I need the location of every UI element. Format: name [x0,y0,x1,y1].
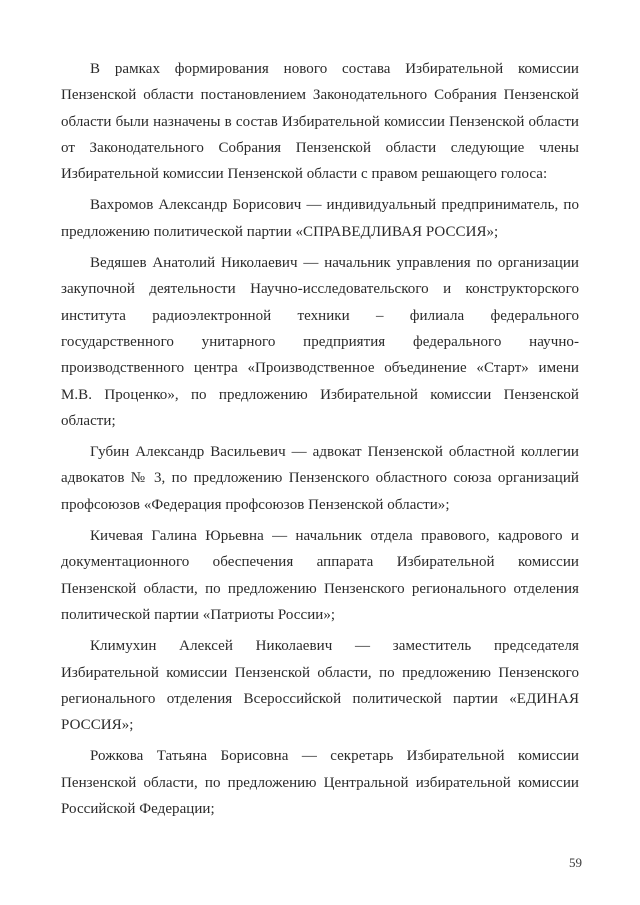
member-paragraph-kichevaya: Кичевая Галина Юрьевна — начальник отдела правового, кадрового и документационного обеспечения аппарата Избирательной комиссии Пензенской области, по предложению Пензенского регионального отделения политической партии «Патриоты России»; [61,528,579,623]
member-paragraph-klimukhin: Климухин Алексей Николаевич — заместитель председателя Избирательной комиссии Пензенской области, по предложению Пензенского регионального отделения Всероссийской политической партии «ЕДИНАЯ РОССИЯ»; [61,638,579,734]
member-paragraph-vakhromov: Вахромов Александр Борисович — индивидуальный предприниматель, по предложению политической партии «СПРАВЕДЛИВАЯ РОССИЯ»; [61,197,579,240]
member-paragraph-vedyashev: Ведяшев Анатолий Николаевич — начальник управления по организации закупочной деятельности Научно-исследовательского и конструкторского института радиоэлектронной техники – филиала федерального государственного унитарного предприятия федерального научно-производственного центра «Производственное объединение «Старт» имени М.В. Проценко», по предложению Избирательной комиссии Пензенской области; [61,255,579,429]
intro-paragraph: В рамках формирования нового состава Избирательной комиссии Пензенской области постановлением Законодательного Собрания Пензенской области были назначены в состав Избирательной комиссии Пензенской области от Законодательного Собрания Пензенской области следующие члены Избирательной комиссии Пензенской области с правом решающего голоса: [61,61,579,183]
member-paragraph-rozhkova: Рожкова Татьяна Борисовна — секретарь Избирательной комиссии Пензенской области, по предложению Центральной избирательной комиссии Российской Федерации; [61,748,579,818]
page-number: 59 [569,855,582,870]
document-body [61,56,579,827]
member-paragraph-gubin: Губин Александр Васильевич — адвокат Пензенской областной коллегии адвокатов № 3, по предложению Пензенского областного союза организаций профсоюзов «Федерация профсоюзов Пензенской области»; [61,444,579,513]
